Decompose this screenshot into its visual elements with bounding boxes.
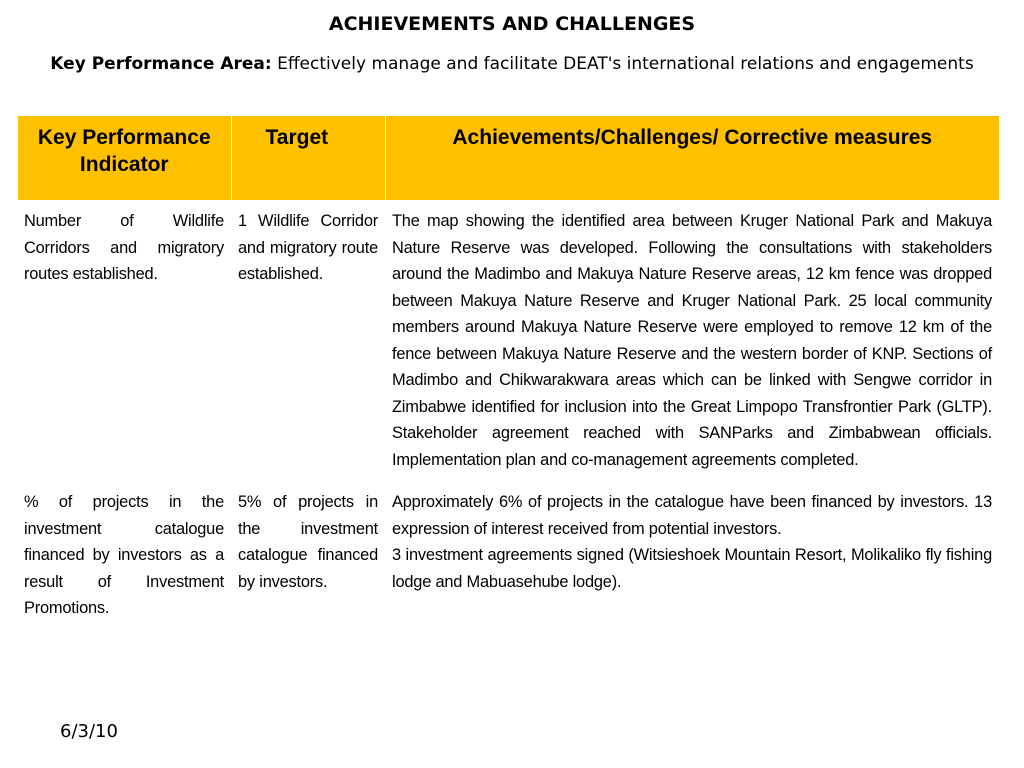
slide-date: 6/3/10 [60, 721, 118, 742]
cell-achievements [385, 481, 999, 630]
key-performance-area [30, 50, 994, 78]
achievement-paragraph: 3 investment agreements signed (Witsieshoek Mountain Resort, Molikaliko fly fishing lodge and Mabuasehube lodge). [392, 546, 992, 591]
table-header-row [18, 116, 999, 200]
kpa-text: Effectively manage and facilitate DEAT's international relations and engagements [271, 54, 974, 74]
cell-target: 1 Wildlife Corridor and migratory route established. [238, 212, 378, 283]
achievement-paragraph: Approximately 6% of projects in the catalogue have been financed by investors. 13 expression of interest received from potential investors. [392, 493, 992, 538]
header-target: Target [231, 116, 385, 200]
kpa-label: Key Performance Area: [50, 54, 272, 74]
achievements-table [18, 116, 999, 630]
cell-indicator: % of projects in the investment catalogue financed by investors as a result of Investment Promotions. [24, 493, 224, 617]
table-row [18, 200, 999, 481]
table-row [18, 481, 999, 630]
achievement-paragraph: The map showing the identified area between Kruger National Park and Makuya Nature Reserve was developed. Following the consultations with stakeholders around the Madimbo and Makuya Nature Reserve areas, 12 km fence was dropped between Makuya Nature Reserve and Kruger National Park. 25 local community members around Makuya Nature Reserve were employed to remove 12 km of the fence between Makuya Nature Reserve and the western border of KNP. Sections of Madimbo and Chikwarakwara areas which can be linked with Sengwe corridor in Zimbabwe identified for inclusion into the Great Limpopo Transfrontier Park (GLTP). Stakeholder agreement reached with SANParks and Zimbabwean officials. Implementation plan and co-management agreements completed. [392, 212, 992, 469]
achievements-table-container [18, 116, 999, 630]
cell-target: 5% of projects in the investment catalogue financed by investors. [238, 493, 378, 591]
cell-achievements [385, 200, 999, 481]
cell-indicator: Number of Wildlife Corridors and migratory routes established. [24, 212, 224, 283]
slide-title: ACHIEVEMENTS AND CHALLENGES [328, 13, 696, 35]
header-key-performance-indicator: Key Performance Indicator [18, 116, 231, 200]
header-achievements: Achievements/Challenges/ Corrective measures [385, 116, 999, 200]
